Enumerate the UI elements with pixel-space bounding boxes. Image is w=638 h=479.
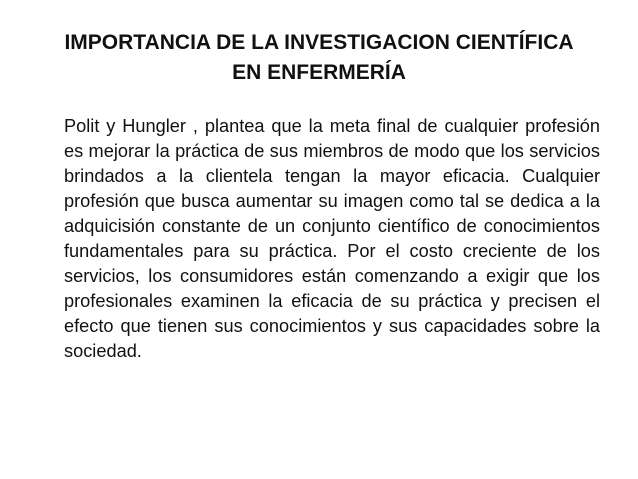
slide-title-line-1: IMPORTANCIA DE LA INVESTIGACION CIENTÍFICA [64, 31, 574, 54]
slide-body-paragraph: Polit y Hungler , plantea que la meta final de cualquier profesión es mejorar la práctica de sus miembros de modo que los servicios brindados a la clientela tengan la mayor eficacia. Cualquier profesión que busca aumentar su imagen como tal se dedica a la adquicisión constante de un conjunto científico de conocimientos fundamentales para su práctica. Por el costo creciente de los servicios, los consumidores están comenzando a exigir que los profesionales examinen la eficacia de su práctica y precisen el efecto que tienen sus conocimientos y sus capacidades sobre la sociedad. [64, 116, 600, 361]
slide-title [40, 28, 598, 88]
slide-title-line-2: EN ENFERMERÍA [232, 61, 406, 84]
